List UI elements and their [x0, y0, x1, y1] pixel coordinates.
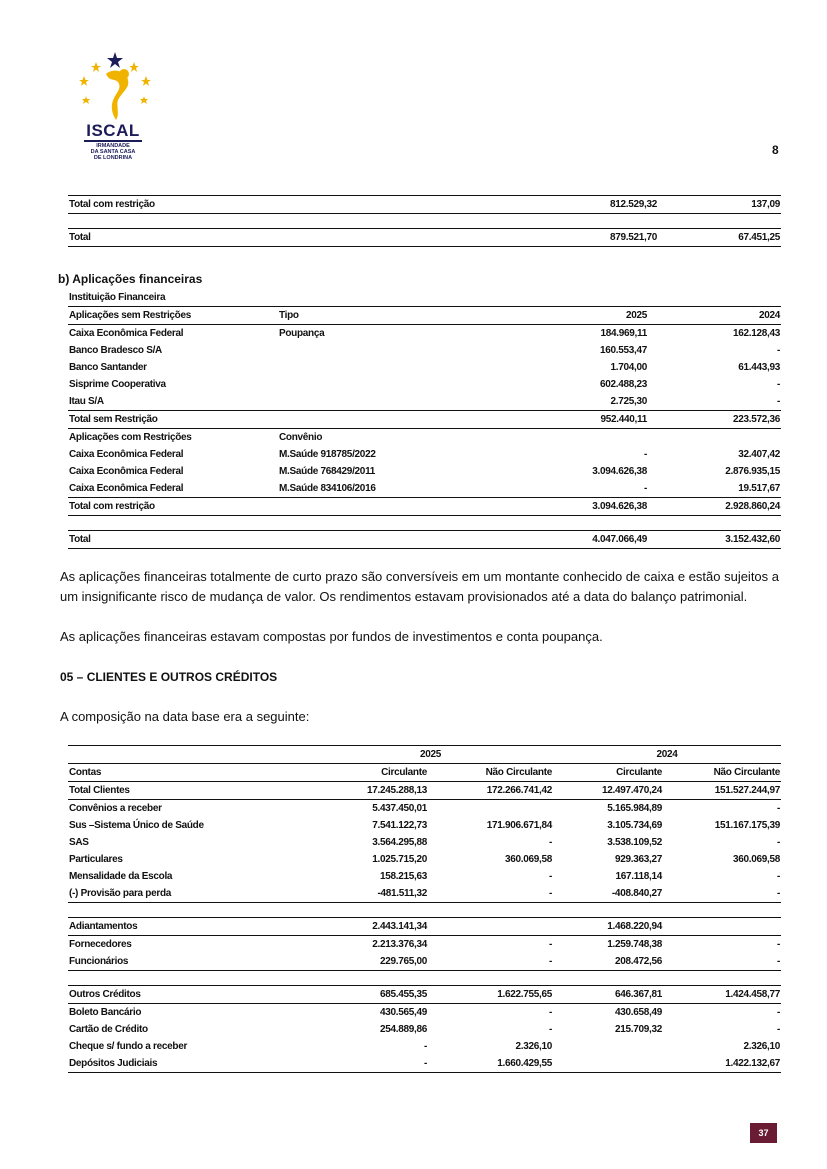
- table-cell: 17.245.288,13: [308, 782, 428, 800]
- paragraph-2: As aplicações financeiras estavam compostas por fundos de investimentos e conta poupança.: [60, 629, 603, 644]
- value-2024: 137,09: [658, 196, 781, 214]
- table-cell: [663, 918, 781, 936]
- logo-sub-2: DA SANTA CASA: [90, 149, 136, 155]
- col-header: Aplicações sem Restrições: [68, 307, 278, 325]
- table-cell: -: [663, 885, 781, 903]
- paragraph-1: As aplicações financeiras totalmente de curto prazo são conversíveis em um montante conhecido de caixa e estão sujeitos a um insignificante risco de mudança de valor. Os rendimentos estavam provisionados até a data do balanço patrimonial.: [60, 569, 780, 604]
- table-cell: Mensalidade da Escola: [69, 871, 173, 882]
- table-cell: -: [776, 939, 780, 950]
- total-row: [68, 918, 781, 936]
- table-cell: Outros Créditos: [68, 986, 308, 1004]
- table-cell: Total com restrição: [68, 498, 278, 516]
- table-cell: 5.165.984,89: [607, 803, 662, 814]
- table-cell: 1.259.748,38: [607, 939, 662, 950]
- subtitle: Instituição Financeira: [69, 292, 166, 303]
- value-2025: 812.529,32: [558, 196, 658, 214]
- table-cell: Particulares: [69, 854, 123, 865]
- table-cell: 929.363,27: [614, 854, 662, 865]
- table-cell: Banco Bradesco S/A: [69, 345, 162, 356]
- table-cell: -: [308, 1055, 428, 1073]
- table-cell: Adiantamentos: [68, 918, 308, 936]
- table-cell: 208.472,56: [553, 953, 663, 971]
- table-cell: 1.704,00: [610, 362, 647, 373]
- table-cell: Banco Santander: [69, 362, 147, 373]
- total-row: [68, 986, 781, 1004]
- table-row: [68, 463, 781, 480]
- table-cell: -: [776, 1007, 780, 1018]
- table-row: [68, 1004, 781, 1022]
- table-cell: 215.709,32: [614, 1024, 662, 1035]
- table-cell: 184.969,11: [600, 328, 647, 339]
- table-cell: -: [548, 1024, 552, 1035]
- table-cell: Caixa Econômica Federal: [69, 328, 184, 339]
- table-cell: -: [428, 885, 553, 903]
- col-header: 2025: [488, 307, 648, 325]
- table-row: [68, 229, 781, 247]
- table-cell: [278, 376, 488, 393]
- table-cell: [553, 1038, 663, 1055]
- table-cell: 254.889,86: [379, 1024, 427, 1035]
- year-header: 2025: [308, 746, 553, 764]
- table-cell: M.Saúde 918785/2022: [279, 449, 376, 460]
- table-cell: Caixa Econômica Federal: [69, 483, 184, 494]
- table-header-row: [68, 764, 781, 782]
- table-cell: (-) Provisão para perda: [68, 885, 308, 903]
- table-cell: Total sem Restrição: [68, 411, 278, 429]
- table-cell: Itau S/A: [69, 396, 104, 407]
- table-cell: 685.455,35: [308, 986, 428, 1004]
- table-cell: 360.069,58: [732, 854, 780, 865]
- table-cell: 2.443.141,34: [308, 918, 428, 936]
- table-cell: -481.511,32: [308, 885, 428, 903]
- table-row: [68, 885, 781, 903]
- table-cell: 1.025.715,20: [372, 854, 427, 865]
- table-cell: 151.167.175,39: [714, 820, 780, 831]
- table-cell: 167.118,14: [615, 871, 662, 882]
- table-row: [68, 393, 781, 411]
- clients-table: [68, 745, 781, 1073]
- table-cell: 3.538.109,52: [607, 837, 662, 848]
- table-cell: Total: [68, 531, 278, 549]
- table-cell: SAS: [69, 837, 89, 848]
- table-cell: 646.367,81: [553, 986, 663, 1004]
- table-cell: 1.660.429,55: [428, 1055, 553, 1073]
- table-cell: Boleto Bancário: [69, 1007, 142, 1018]
- table-row: [68, 1038, 781, 1055]
- col-header: 2024: [648, 307, 781, 325]
- table-cell: Sisprime Cooperativa: [69, 379, 166, 390]
- table-row: [68, 289, 781, 307]
- table-cell: 158.215,63: [379, 871, 427, 882]
- table-cell: Caixa Econômica Federal: [69, 466, 184, 477]
- table-row: [68, 800, 781, 818]
- logo-emblem-icon: [70, 48, 160, 124]
- table-row: [68, 480, 781, 498]
- table-cell: -: [776, 803, 780, 814]
- table-cell: 5.437.450,01: [372, 803, 427, 814]
- table-cell: 3.094.626,38: [592, 466, 647, 477]
- table-cell: [278, 342, 488, 359]
- table-cell: 952.440,11: [488, 411, 648, 429]
- table-cell: 430.658,49: [614, 1007, 662, 1018]
- table-cell: [278, 393, 488, 411]
- table-cell: -: [776, 345, 780, 356]
- table-cell: 19.517,67: [738, 483, 780, 494]
- table-cell: 2.928.860,24: [648, 498, 781, 516]
- table-cell: -: [776, 871, 780, 882]
- table-row: [68, 936, 781, 954]
- table-cell: -408.840,27: [553, 885, 663, 903]
- row-label: Total: [68, 229, 408, 247]
- table-cell: 171.906.671,84: [486, 820, 552, 831]
- table-cell: 2.213.376,34: [372, 939, 427, 950]
- table-cell: Convênio: [279, 432, 323, 443]
- table-row: [68, 446, 781, 463]
- table-cell: [428, 800, 553, 818]
- table-row: [68, 359, 781, 376]
- logo-sub-1: IRMANDADE: [96, 143, 130, 149]
- table-row: [68, 1021, 781, 1038]
- table-cell: 151.527.244,97: [663, 782, 781, 800]
- table-cell: 1.468.220,94: [553, 918, 663, 936]
- total-row: [68, 498, 781, 516]
- table-cell: 3.094.626,38: [488, 498, 648, 516]
- logo-sub-3: DE LONDRINA: [93, 155, 133, 161]
- investments-table: [68, 289, 781, 549]
- table-cell: 3.152.432,60: [648, 531, 781, 549]
- table-row: [68, 196, 781, 214]
- section-05-title: 05 – CLIENTES E OUTROS CRÉDITOS: [60, 670, 278, 684]
- table-row: [68, 834, 781, 851]
- table-cell: -: [776, 837, 780, 848]
- table-cell: -: [548, 1007, 552, 1018]
- table-cell: Total Clientes: [68, 782, 308, 800]
- table-cell: M.Saúde 834106/2016: [279, 483, 376, 494]
- table-row: [68, 376, 781, 393]
- top-totals-table: [68, 195, 781, 247]
- page-marker: 8: [772, 143, 779, 157]
- table-row: [68, 325, 781, 343]
- total-row: [68, 531, 781, 549]
- table-cell: 7.541.122,73: [372, 820, 427, 831]
- table-cell: 2.326,10: [743, 1041, 780, 1052]
- table-cell: -: [548, 871, 552, 882]
- table-cell: 3.564.295,88: [372, 837, 427, 848]
- table-cell: -: [663, 953, 781, 971]
- table-row: [68, 342, 781, 359]
- table-cell: 223.572,36: [648, 411, 781, 429]
- table-cell: 360.069,58: [504, 854, 552, 865]
- table-cell: M.Saúde 768429/2011: [279, 466, 376, 477]
- table-cell: 2.876.935,15: [725, 466, 780, 477]
- year-header: 2024: [553, 746, 781, 764]
- value-2024: 67.451,25: [658, 229, 781, 247]
- table-cell: Circulante: [308, 764, 428, 782]
- table-cell: 1.622.755,65: [428, 986, 553, 1004]
- table-cell: 229.765,00: [308, 953, 428, 971]
- table-cell: -: [776, 396, 780, 407]
- table-cell: [428, 918, 553, 936]
- table-row: [68, 851, 781, 868]
- table-cell: Cartão de Crédito: [69, 1024, 148, 1035]
- table-cell: -: [776, 379, 780, 390]
- table-row: [68, 953, 781, 971]
- col-header: Tipo: [278, 307, 488, 325]
- table-cell: Circulante: [553, 764, 663, 782]
- table-cell: Não Circulante: [663, 764, 781, 782]
- table-cell: Poupança: [279, 328, 325, 339]
- table-cell: 12.497.470,24: [553, 782, 663, 800]
- table-cell: Contas: [68, 764, 308, 782]
- table-cell: [278, 359, 488, 376]
- table-cell: Caixa Econômica Federal: [69, 449, 184, 460]
- table-cell: 160.553,47: [599, 345, 647, 356]
- table-cell: 172.266.741,42: [428, 782, 553, 800]
- section-b-title: b) Aplicações financeiras: [58, 272, 203, 286]
- table-cell: Cheque s/ fundo a receber: [69, 1041, 188, 1052]
- table-cell: 1.422.132,67: [663, 1055, 781, 1073]
- table-cell: 1.424.458,77: [663, 986, 781, 1004]
- table-row: [68, 817, 781, 834]
- table-cell: Depósitos Judiciais: [68, 1055, 308, 1073]
- table-cell: -: [428, 953, 553, 971]
- table-cell: -: [776, 1024, 780, 1035]
- table-cell: -: [643, 483, 647, 494]
- table-header-row: [68, 307, 781, 325]
- table-cell: 162.128,43: [732, 328, 780, 339]
- page-number-badge: 37: [750, 1123, 777, 1143]
- logo-name: ISCAL: [86, 121, 140, 140]
- table-cell: 430.565,49: [379, 1007, 427, 1018]
- value-2025: 879.521,70: [558, 229, 658, 247]
- table-cell: [553, 1055, 663, 1073]
- total-row: [68, 411, 781, 429]
- year-header-row: [68, 746, 781, 764]
- table-header-row: [68, 429, 781, 447]
- table-cell: -: [643, 449, 647, 460]
- table-cell: 4.047.066,49: [488, 531, 648, 549]
- table-cell: 61.443,93: [738, 362, 780, 373]
- table-cell: Fornecedores: [69, 939, 132, 950]
- table-cell: -: [423, 1041, 427, 1052]
- iscal-logo: [70, 48, 160, 173]
- table-cell: Funcionários: [68, 953, 308, 971]
- table-cell: -: [548, 837, 552, 848]
- table-cell: 32.407,42: [738, 449, 780, 460]
- table-cell: 2.326,10: [515, 1041, 552, 1052]
- table-cell: Convênios a receber: [69, 803, 162, 814]
- table-cell: 602.488,23: [599, 379, 647, 390]
- row-label: Total com restrição: [68, 196, 408, 214]
- table-cell: 3.105.734,69: [607, 820, 662, 831]
- table-cell: Aplicações com Restrições: [69, 432, 192, 443]
- table-row: [68, 1055, 781, 1073]
- table-cell: Sus –Sistema Único de Saúde: [69, 820, 204, 831]
- table-cell: Não Circulante: [428, 764, 553, 782]
- table-row: [68, 868, 781, 885]
- table-cell: 2.725,30: [610, 396, 647, 407]
- section-05-intro: A composição na data base era a seguinte:: [60, 709, 310, 724]
- total-row: [68, 782, 781, 800]
- table-cell: -: [548, 939, 552, 950]
